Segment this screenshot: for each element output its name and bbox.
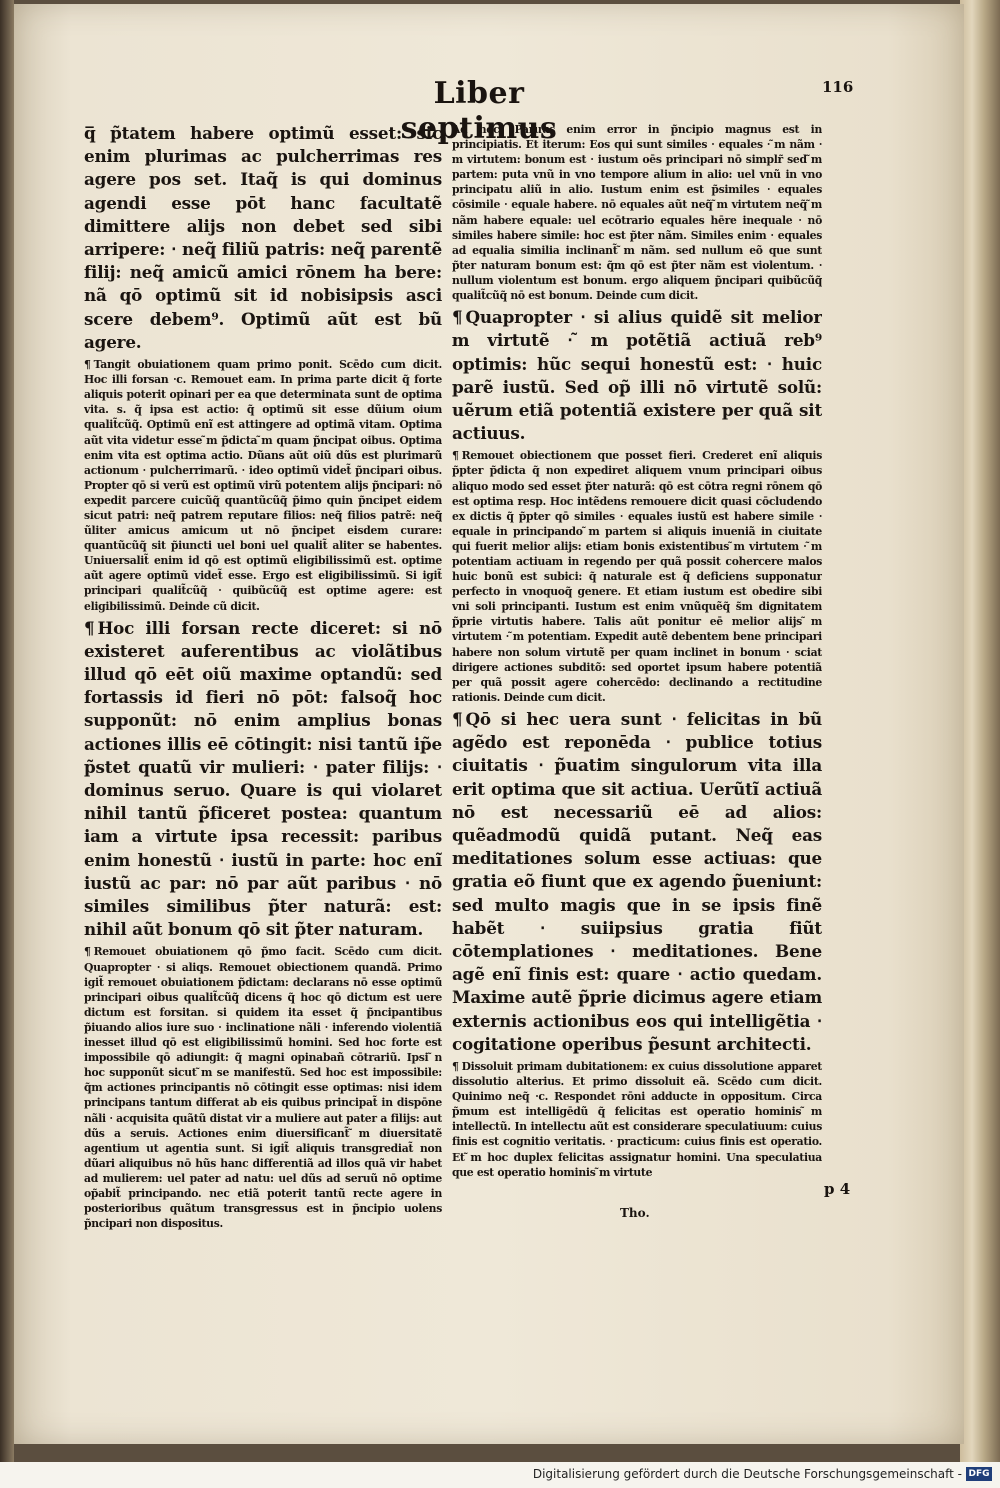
commentary-paragraph <box>84 944 442 1231</box>
dfg-logo: DFG <box>966 1467 992 1481</box>
paragraph-mark-icon: ¶ <box>452 449 459 463</box>
paragraph-text: Remouet obuiationem qō p̃mo facit. Scēdo cum dicit. Quapropter ‧ si aliqs. Remouet obiectionem quandã. Primo igit̃ remouet obuiationem p̃dictam: declarans nō esse optimũ principari oibus qualit̃cũq̃ dicens q̃ hoc qō dictum est uere dictum est forsitan. si quidem ita esset q̃ p̃ncipantibus p̃iuando alios iure suo ‧ inclinatione nãli ‧ inferendo violentiã inesset illud qō est eligibilissimũ homini. Sed hoc forte est impossibile qō adiungit: q̃ magni opinabañ cōtrariũ. Ipsi ̃n hoc supponũt sicut ̃m se manifestũ. Sed hoc est impossibile: q̃m actiones principantis nō cōtingit esse optimas: nisi idem principans tantum differat ab eis quibus principat̃ in dispōne nãli ‧ acquisita quãtũ distat vir a muliere aut pater a filijs: aut dũs a seruis. Actiones enim diuersificant̃ ̃m diuersitatẽ agentium ut agentia sunt. Si igit̃ aliquis transgrediat̃ non dũari aliquibus nō hũs hanc differentiã ad illos quã vir habet ad mulierem: uel pater ad natu: uel dũs ad seruũ nō optime op̃abit̃ principando. nec etiã poterit tantũ recte agere in posterioribus quãtum transgressus est in p̃ncipio uolens p̃ncipari non dispositus. <box>84 945 442 1231</box>
paragraph-text: Quapropter ‧ si alius quidẽ sit melior ̃m virtutẽ ‧ ̃m potẽtiã actiuã reb⁹ optimis: hũc sequi honestũ est: ‧ huic parẽ iustũ. Sed op̃ illi nō virtutẽ solũ: uẽrum etiã potentiã existere per quã sit actiuus. <box>452 307 822 444</box>
paragraph-mark-icon: ¶ <box>452 1059 459 1073</box>
right-text-column <box>452 122 822 1183</box>
paragraph-text: Tangit obuiationem quam primo ponit. Scēdo cum dicit. Hoc illi forsan ‧c. Remouet eam. In prima parte dicit q̃ forte aliquis poterit opinari per ea que determinata sunt de optima vita. s. q̃ ipsa est actio: q̃ optimũ sit esse dũium oium qualit̃cũq̃. Optimũ enĩ est attingere ad optimã vitam. Optima aũt vita videtur esse ̃m p̃dicta ̃m quam p̃ncipat oibus. Optima enim vita est optima actio. Dũans aũt oiũ dũs est plurimarũ actionum ‧ pulcherrimarũ. ‧ ideo optimũ videt̃ p̃ncipari oibus. Propter qō si verũ est optimũ virũ potentem alijs p̃ncipari: nō expedit parcere cuicũq̃ quantũcũq̃ p̃imo quin p̃ncipet eidem sicut patri: neq̃ patrem reputare filios: neq̃ filios patrẽ: neq̃ ũliter amicus amicum ut nō p̃ncipet eisdem curare: quantũcũq̃ sit p̃iuncti uel boni uel qualit̃ aliter se habentes. Uniuersalit̃ enim id qō est optimũ eligibilissimũ est. optime aũt agere optimũ videt̃ esse. Ergo est eligibilissimũ. Si igit̃ principari qualit̃cũq̃ ‧ quibũcũq̃ est optime agere: est eligibilissimũ. Deinde cũ dicit. <box>84 358 442 613</box>
paragraph-mark-icon: ¶ <box>84 358 91 372</box>
paragraph-text: Hoc illi forsan recte diceret: si nō existeret auferentibus ac violãtibus illud qō eēt oiũ maxime optandũ: sed fortassis id fieri nō pōt: falsoq̃ hoc supponũt: nō enim amplius bonas actiones illis eē cōtingit: nisi tantũ ip̃e p̃stet quatũ vir mulieri: ‧ pater filijs: ‧ dominus seruo. Quare is qui violaret nihil tantũ p̃ficeret postea: quantum iam a virtute ipsa recessit: paribus enim honestũ ‧ iustũ in parte: hoc enĩ iustũ ac par: nō par aũt paribus ‧ nō similes similibus p̃ter naturã: est: nihil aũt bonum qō sit p̃ter naturam. <box>84 617 442 940</box>
left-text-column <box>84 122 442 1234</box>
paragraph-text: Remouet obiectionem que posset fieri. Crederet enĩ aliquis p̃pter p̃dicta q̃ non expediret aliquem vnum principari oibus aliquo modo sed esset p̃ter naturã: qō est cōtra regni rōnem qō est optima resp. Hoc intẽdens remouere dicit quasi cōcludendo ex dictis q̃ p̃pter qō similes ‧ equales iustũ est habere simile ‧ equale in principando ̃m partem si aliquis inueniã in ciuitate qui fuerit melior alijs: etiam bonis existentibus ̃m virtutem ‧ ̃m potentiam actiuam in regendo per quã possit cohercere malos huic bonũ est subici: q̃ naturale est q̃ deficiens supponatur perfecto in vnoquoq̃ genere. Et etiam iustum est obedire sibi vni soli principanti. Iustum est enim vnũquẽq̃ s̃m dignitatem p̃prie virtutis habere. Talis aũt ponitur eē melior alijs ̃m virtutem ‧ ̃m potentiam. Expedit autẽ debentem bene principari habere non solum virtutẽ per quam inclinet in bonum ‧ sciat dirigere actiones subditõ: sed oportet ipsum habere potentiã per quã possit agere cohercēdo: declinando a rectitudine rationis. Deinde cum dicit. <box>452 449 822 704</box>
paragraph-mark-icon: ¶ <box>452 307 463 328</box>
paragraph-text: Ad hoc: Paruus enim error in p̃ncipio magnus est in principiatis. Et iterum: Eos qui sunt similes ‧ equales ‧ ̃m nãm ‧ ̃m virtutem: bonum est ‧ iustum oēs principari nō simplr̃ sed ̃m partem: puta vnũ in vno tempore alium in alio: uel vnũ in vno principatu aliũ in alio. Iustum enim est p̃similes ‧ equales cōsimile ‧ equale habere. nō equales aũt neq̃ ̃m virtutem neq̃ ̃m nãm habere equale: uel ecōtrario equales hēre inequale ‧ nō similes habere simile: hoc est p̃ter nãm. Similes enim ‧ equales ad equalia similia inclinant̃ ̃m nãm. sed nullum eõ que sunt p̃ter naturam bonum est: q̃m qō est p̃ter nãm est violentum. ‧ nullum violentum est bonum. ergo aliquem p̃ncipari quibũcũq̃ qualit̃cũq̃ nō est bonum. Deinde cum dicit. <box>452 123 822 303</box>
signature-mark: p 4 <box>824 1180 851 1198</box>
folio-number: 116 <box>822 78 854 96</box>
commentary-paragraph <box>84 357 442 614</box>
funding-credit: Digitalisierung gefördert durch die Deutsche Forschungsgemeinschaft - <box>532 1467 962 1481</box>
text-paragraph <box>452 708 822 1056</box>
paragraph-text: Dissoluit primam dubitationem: ex cuius dissolutione apparet dissolutio alterius. Et primo dissoluit eã. Scēdo cum dicit. Quinimo neq̃ ‧c. Respondet rōni adducte in oppositum. Circa p̃mum est intelligēdũ q̃ felicitas est operatio hominis ̃m intellectũ. In intellectu aũt est considerare speculatiuum: cuius finis est cognitio veritatis. ‧ practicum: cuius finis est operatio. Et ̃m hoc duplex felicitas assignatur homini. Una speculatiua que est operatio hominis ̃m virtute <box>452 1059 822 1179</box>
commentary-paragraph <box>452 1059 822 1180</box>
text-paragraph <box>84 122 442 354</box>
paragraph-mark-icon: ¶ <box>84 945 91 959</box>
running-title: Liber septimus <box>400 76 558 146</box>
digitization-footer <box>0 1462 1000 1488</box>
paragraph-mark-icon: ¶ <box>84 617 95 638</box>
text-paragraph <box>84 617 442 942</box>
paragraph-text: q̅ p̃tatem habere optimũ esset: sic enim plurimas ac pulcherrimas res agere pos set. Itaq̃ is qui dominus agendi esse pōt hanc facultatẽ dimittere alijs non debet sed sibi arripere: ‧ neq̃ filiũ patris: neq̃ parentẽ filij: neq̃ amicũ amici rōnem ha bere: nã qō optimũ sit id nobisipsis asci scere debem⁹. Optimũ aũt est bũ agere. <box>84 123 442 352</box>
previous-page-edge <box>0 0 14 1462</box>
commentary-paragraph <box>452 448 822 705</box>
paragraph-mark-icon: ¶ <box>452 708 463 729</box>
text-paragraph <box>452 306 822 445</box>
catchword: Tho. <box>620 1206 650 1220</box>
paragraph-text: Qō si hec uera sunt ‧ felicitas in bũ agẽdo est reponēda ‧ publice totius ciuitatis ‧ p̃uatim singulorum vita illa erit optima que sit actiua. Uerũtĩ actiuã nō est necessariũ eē ad alios: quẽadmodũ quidã putant. Neq̃ eas meditationes solum esse actiuas: que gratia eõ fiunt que ex agendo p̃ueniunt: sed multo magis que in se ipsis finẽ habẽt ‧ suiipsius gratia fiũt cōtemplationes ‧ meditationes. Bene agẽ enĩ finis est: quare ‧ actio quedam. Maxime autẽ p̃prie dicimus agere etiam externis actionibus eos qui intelligẽtia ‧ cogitatione operibus p̃esunt architecti. <box>452 708 822 1054</box>
page-stack-edge <box>960 0 1000 1462</box>
commentary-paragraph <box>452 122 822 303</box>
